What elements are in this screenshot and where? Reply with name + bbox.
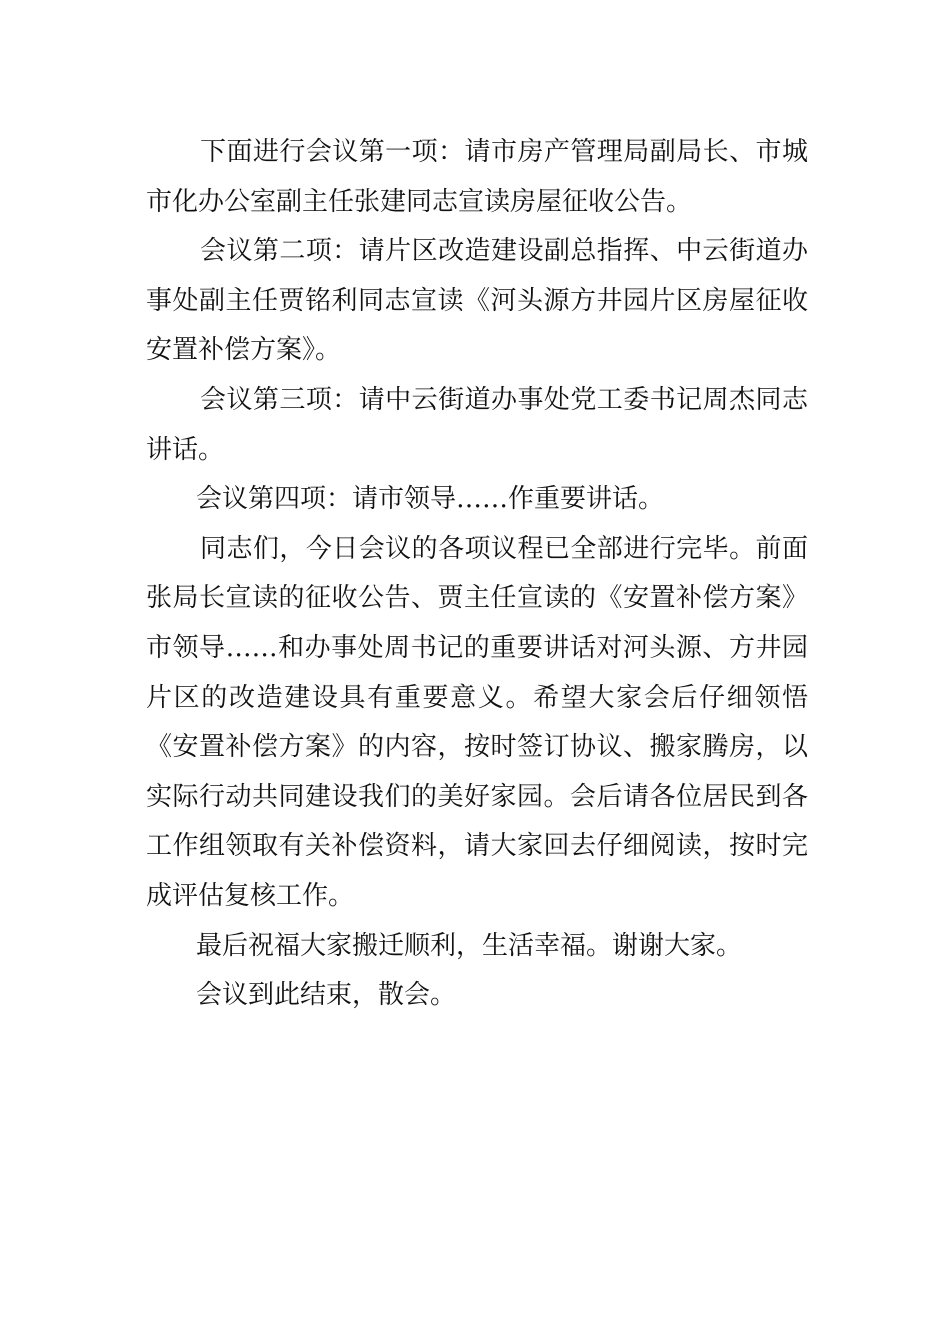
paragraph-line: 会议第四项：请市领导……作重要讲话。 [196,484,665,515]
paragraph-line: 会议第三项：请中云街道办事处党工委书记周杰同志 [200,384,808,415]
paragraph-agenda-item-2 [146,227,808,376]
paragraph-line: 片区的改造建设具有重要意义。希望大家会后仔细领悟 [146,682,808,713]
paragraph-line: 安置补偿方案》。 [146,335,342,366]
paragraph-blessing [146,922,808,972]
paragraph-line: 市领导……和办事处周书记的重要讲话对河头源、方井园 [146,632,808,663]
paragraph-line: 同志们，今日会议的各项议程已全部进行完毕。前面 [200,533,808,564]
paragraph-agenda-item-1 [146,128,808,227]
paragraph-line: 张局长宣读的征收公告、贾主任宣读的《安置补偿方案》 [146,583,808,614]
paragraph-agenda-item-4 [146,475,808,525]
paragraph-line: 下面进行会议第一项：请市房产管理局副局长、市城 [200,137,808,167]
paragraph-line: 会议第二项：请片区改造建设副总指挥、中云街道办 [200,236,808,267]
paragraph-closing-remarks [146,525,808,922]
paragraph-line: 《安置补偿方案》的内容，按时签订协议、搬家腾房，以 [146,732,808,763]
paragraph-line: 成评估复核工作。 [146,880,355,911]
paragraph-agenda-item-3 [146,376,808,475]
paragraph-line: 工作组领取有关补偿资料，请大家回去仔细阅读，按时完 [146,831,808,862]
paragraph-line: 事处副主任贾铭利同志宣读《河头源方井园片区房屋征收 [146,285,808,316]
paragraph-line: 市化办公室副主任张建同志宣读房屋征收公告。 [146,186,693,217]
paragraph-line: 会议到此结束，散会。 [196,980,457,1011]
paragraph-adjournment [146,971,808,1021]
paragraph-line: 讲话。 [146,434,225,465]
paragraph-line: 最后祝福大家搬迁顺利，生活幸福。谢谢大家。 [196,930,743,961]
paragraph-line: 实际行动共同建设我们的美好家园。会后请各位居民到各 [146,781,808,812]
document-body [146,128,808,1021]
